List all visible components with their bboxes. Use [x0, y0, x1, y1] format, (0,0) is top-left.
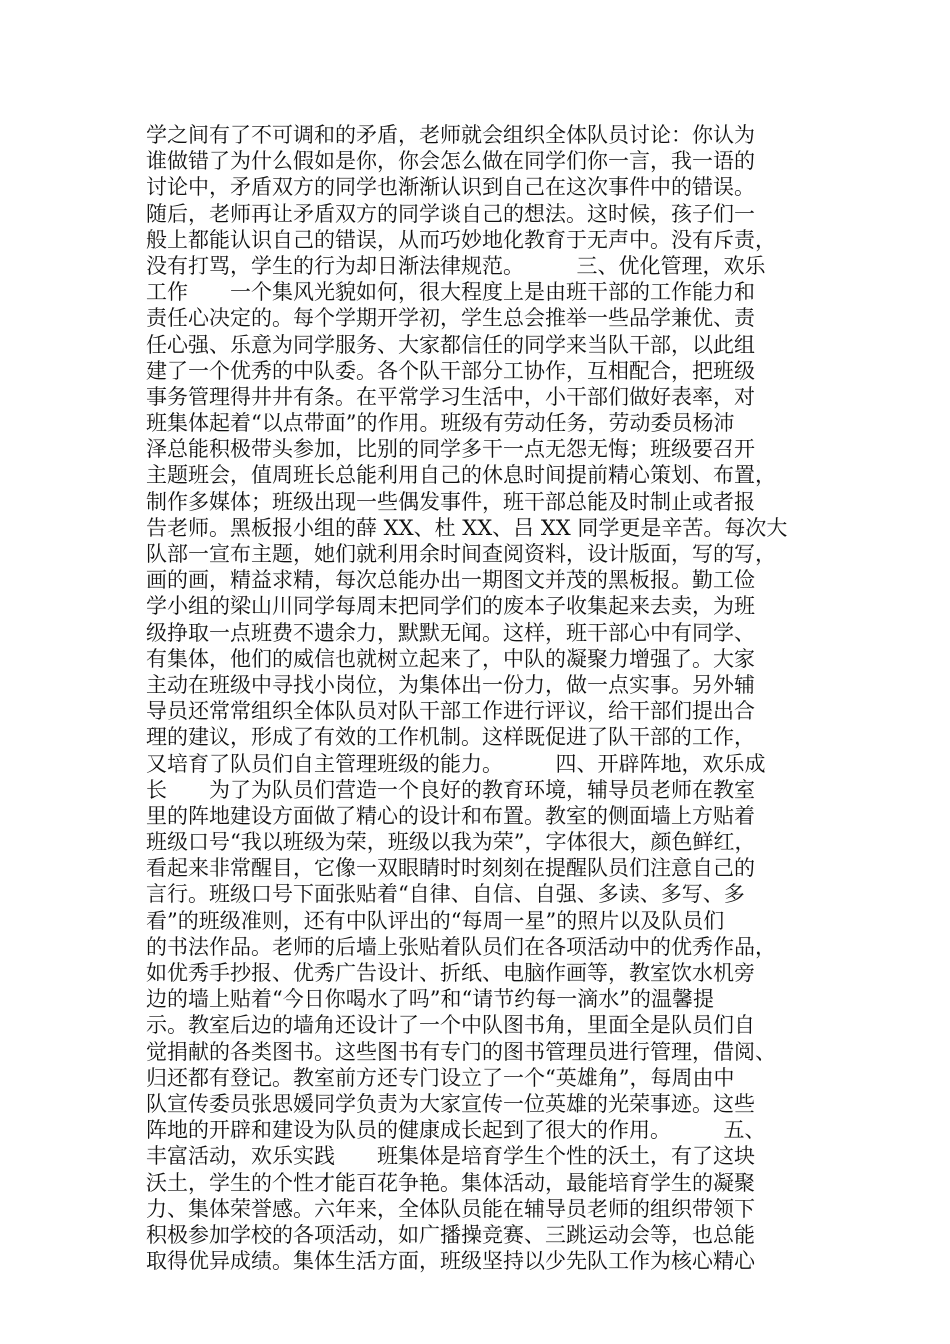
text-line: 建了一个优秀的中队委。各个队干部分工协作，互相配合，把班级	[146, 358, 755, 383]
text-line: 阵地的开辟和建设为队员的健康成长起到了很大的作用。 五、	[146, 1118, 766, 1143]
text-line: 随后，老师再让矛盾双方的同学谈自己的想法。这时候，孩子们一	[146, 201, 755, 226]
text-line: 沃土，学生的个性才能百花争艳。集体活动，最能培育学生的凝聚	[146, 1170, 755, 1195]
text-line: 讨论中，矛盾双方的同学也渐渐认识到自己在这次事件中的错误。	[146, 175, 755, 200]
text-line: 队部一宣布主题，她们就利用余时间查阅资料，设计版面，写的写，	[146, 542, 776, 566]
text-line: 事务管理得井井有条。在平常学习生活中，小干部们做好表率，对	[146, 384, 755, 409]
text-line: 有集体，他们的威信也就树立起来了，中队的凝聚力增强了。大家	[146, 646, 755, 671]
text-line: 取得优异成绩。集体生活方面，班级坚持以少先队工作为核心精心	[146, 1249, 755, 1274]
text-line: 责任心决定的。每个学期开学初，学生总会推举一些品学兼优、责	[146, 306, 755, 331]
text-line: 没有打骂，学生的行为却日渐法律规范。 三、优化管理，欢乐	[146, 253, 766, 278]
body-text	[146, 122, 814, 1274]
text-line: 导员还常常组织全体队员对队干部工作进行评议，给干部们提出合	[146, 699, 755, 724]
text-line: 边的墙上贴着“今日你喝水了吗”和“请节约每一滴水”的温馨提	[146, 987, 714, 1012]
text-line: 画的画，精益求精，每次总能办出一期图文并茂的黑板报。勤工俭	[146, 568, 755, 593]
text-line: 告老师。黑板报小组的薛 XX、杜 XX、吕 XX 同学更是辛苦。每次大	[146, 515, 788, 540]
text-line: 力、集体荣誉感。六年来，全体队员能在辅导员老师的组织带领下	[146, 1196, 755, 1221]
text-line: 理的建议，形成了有效的工作机制。这样既促进了队干部的工作，	[146, 725, 755, 750]
text-line: 级挣取一点班费不遗余力，默默无闻。这样，班干部心中有同学、	[146, 620, 755, 645]
text-line: 长 为了为队员们营造一个良好的教育环境，辅导员老师在教室	[146, 777, 755, 802]
text-line: 谁做错了为什么假如是你，你会怎么做在同学们你一言，我一语的	[146, 149, 755, 174]
text-line: 看起来非常醒目，它像一双眼睛时时刻刻在提醒队员们注意自己的	[146, 856, 755, 881]
text-line: 班级口号“我以班级为荣，班级以我为荣”，字体很大，颜色鲜红，	[146, 830, 756, 855]
text-line: 觉捐献的各类图书。这些图书有专门的图书管理员进行管理，借阅、	[146, 1039, 776, 1064]
text-line: 学小组的梁山川同学每周末把同学们的废本子收集起来去卖，为班	[146, 594, 755, 619]
text-line: 丰富活动，欢乐实践 班集体是培育学生个性的沃土，有了这块	[146, 1144, 755, 1169]
text-line: 工作 一个集风光貌如何，很大程度上是由班干部的工作能力和	[146, 280, 755, 305]
text-line: 积极参加学校的各项活动，如广播操竞赛、三跳运动会等，也总能	[146, 1222, 755, 1247]
text-line: 般上都能认识自己的错误，从而巧妙地化教育于无声中。没有斥责，	[146, 227, 776, 252]
text-line: 主动在班级中寻找小岗位，为集体出一份力，做一点实事。另外辅	[146, 672, 755, 697]
text-line: 又培育了队员们自主管理班级的能力。 四、开辟阵地，欢乐成	[146, 751, 766, 776]
text-line: 言行。班级口号下面张贴着“自律、自信、自强、多读、多写、多	[146, 882, 745, 907]
text-line: 看”的班级准则，还有中队评出的“每周一星”的照片以及队员们	[146, 908, 725, 933]
text-line: 队宣传委员张思媛同学负责为大家宣传一位英雄的光荣事迹。这些	[146, 1091, 755, 1116]
text-line: 的书法作品。老师的后墙上张贴着队员们在各项活动中的优秀作品，	[146, 934, 776, 959]
text-line: 主题班会，值周班长总能利用自己的休息时间提前精心策划、布置，	[146, 463, 776, 488]
text-line: 任心强、乐意为同学服务、大家都信任的同学来当队干部，以此组	[146, 332, 755, 357]
text-line: 班集体起着“以点带面”的作用。班级有劳动任务，劳动委员杨沛	[146, 411, 735, 436]
text-line: 学之间有了不可调和的矛盾，老师就会组织全体队员讨论：你认为	[146, 123, 755, 147]
text-line: 示。教室后边的墙角还设计了一个中队图书角，里面全是队员们自	[146, 1013, 755, 1038]
text-line: 如优秀手抄报、优秀广告设计、折纸、电脑作画等，教室饮水机旁	[146, 961, 755, 985]
text-line: 里的阵地建设方面做了精心的设计和布置。教室的侧面墙上方贴着	[146, 803, 755, 828]
text-line: 制作多媒体；班级出现一些偶发事件，班干部总能及时制止或者报	[146, 489, 755, 514]
text-line: 泽总能积极带头参加，比别的同学多干一点无怨无悔；班级要召开	[146, 437, 755, 462]
text-line: 归还都有登记。教室前方还专门设立了一个“英雄角”，每周由中	[146, 1065, 735, 1090]
